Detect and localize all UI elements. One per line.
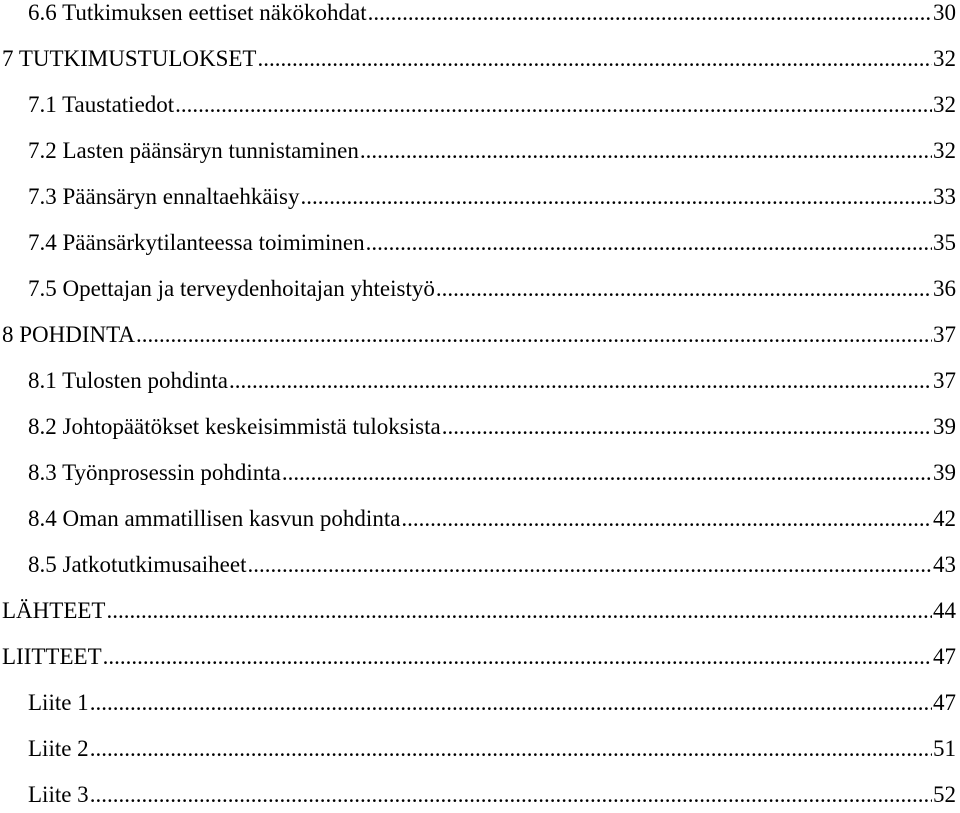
- toc-entry[interactable]: [28, 410, 956, 440]
- toc-dot-leader: [106, 598, 932, 624]
- toc-dot-leader: [175, 92, 932, 118]
- toc-page-number: 39: [933, 460, 956, 485]
- toc-entry[interactable]: [28, 778, 956, 808]
- toc-entry-title: 8.2 Johtopäätökset keskeisimmistä tuloksista: [28, 414, 441, 439]
- toc-entry[interactable]: [28, 686, 956, 716]
- toc-entry-title: LÄHTEET: [2, 598, 106, 623]
- toc-entry[interactable]: [28, 134, 956, 164]
- toc-entry-title: 7.3 Päänsäryn ennaltaehkäisy: [28, 184, 300, 209]
- toc-entry[interactable]: [28, 88, 956, 118]
- toc-entry[interactable]: [2, 594, 956, 624]
- toc-dot-leader: [300, 184, 932, 210]
- toc-dot-leader: [229, 368, 932, 394]
- toc-entry[interactable]: [28, 456, 956, 486]
- toc-entry[interactable]: [28, 272, 956, 302]
- toc-entry[interactable]: [28, 226, 956, 256]
- toc-entry[interactable]: [28, 548, 956, 578]
- toc-entry[interactable]: [2, 318, 956, 348]
- toc-dot-leader: [360, 138, 932, 164]
- toc-page-number: 32: [933, 46, 956, 71]
- toc-dot-leader: [90, 782, 932, 808]
- toc-page-number: 37: [933, 322, 956, 347]
- toc-dot-leader: [136, 322, 932, 348]
- toc-page-number: 39: [933, 414, 956, 439]
- toc-page-number: 47: [933, 690, 956, 715]
- toc-entry-title: 7.4 Päänsärkytilanteessa toimiminen: [28, 230, 365, 255]
- toc-entry-title: Liite 1: [28, 690, 89, 715]
- toc-page-number: 42: [933, 506, 956, 531]
- toc-entry-title: 8.5 Jatkotutkimusaiheet: [28, 552, 247, 577]
- toc-entry-title: 7.2 Lasten päänsäryn tunnistaminen: [28, 138, 359, 163]
- toc-page-number: 47: [933, 644, 956, 669]
- toc-dot-leader: [257, 46, 932, 72]
- toc-entry-title: LIITTEET: [2, 644, 102, 669]
- toc-dot-leader: [90, 736, 932, 762]
- toc-entry-title: Liite 2: [28, 736, 89, 761]
- toc-entry-title: 7 TUTKIMUSTULOKSET: [2, 46, 257, 71]
- toc-page-number: 30: [933, 0, 956, 25]
- toc-entry-title: 8 POHDINTA: [2, 322, 135, 347]
- toc-dot-leader: [366, 230, 932, 256]
- toc-entry[interactable]: [28, 732, 956, 762]
- toc-page-number: 35: [933, 230, 956, 255]
- toc-page-number: 33: [933, 184, 956, 209]
- toc-dot-leader: [368, 0, 932, 26]
- toc-entry-title: 8.4 Oman ammatillisen kasvun pohdinta: [28, 506, 401, 531]
- toc-entry[interactable]: [28, 364, 956, 394]
- toc-page-number: 51: [933, 736, 956, 761]
- toc-entry[interactable]: [28, 502, 956, 532]
- toc-dot-leader: [90, 690, 932, 716]
- toc-page-number: 36: [933, 276, 956, 301]
- toc-entry-title: 7.1 Taustatiedot: [28, 92, 175, 117]
- toc-dot-leader: [436, 276, 932, 302]
- toc-dot-leader: [282, 460, 932, 486]
- toc-dot-leader: [442, 414, 932, 440]
- toc-entry[interactable]: [2, 42, 956, 72]
- toc-entry-title: 6.6 Tutkimuksen eettiset näkökohdat: [28, 0, 367, 25]
- toc-page-number: 32: [933, 92, 956, 117]
- toc-entry-title: 8.3 Työnprosessin pohdinta: [28, 460, 281, 485]
- toc-entry[interactable]: [28, 0, 956, 26]
- toc-entry-title: 8.1 Tulosten pohdinta: [28, 368, 229, 393]
- toc-page-number: 52: [933, 782, 956, 807]
- toc-dot-leader: [247, 552, 932, 578]
- toc-dot-leader: [401, 506, 932, 532]
- toc-entry-title: 7.5 Opettajan ja terveydenhoitajan yhteistyö: [28, 276, 435, 301]
- toc-entry[interactable]: [2, 640, 956, 670]
- toc-page-number: 37: [933, 368, 956, 393]
- toc-page-number: 43: [933, 552, 956, 577]
- toc-page-number: 44: [933, 598, 956, 623]
- toc-entry-title: Liite 3: [28, 782, 89, 807]
- toc-entry[interactable]: [28, 180, 956, 210]
- toc-dot-leader: [103, 644, 932, 670]
- toc-page-number: 32: [933, 138, 956, 163]
